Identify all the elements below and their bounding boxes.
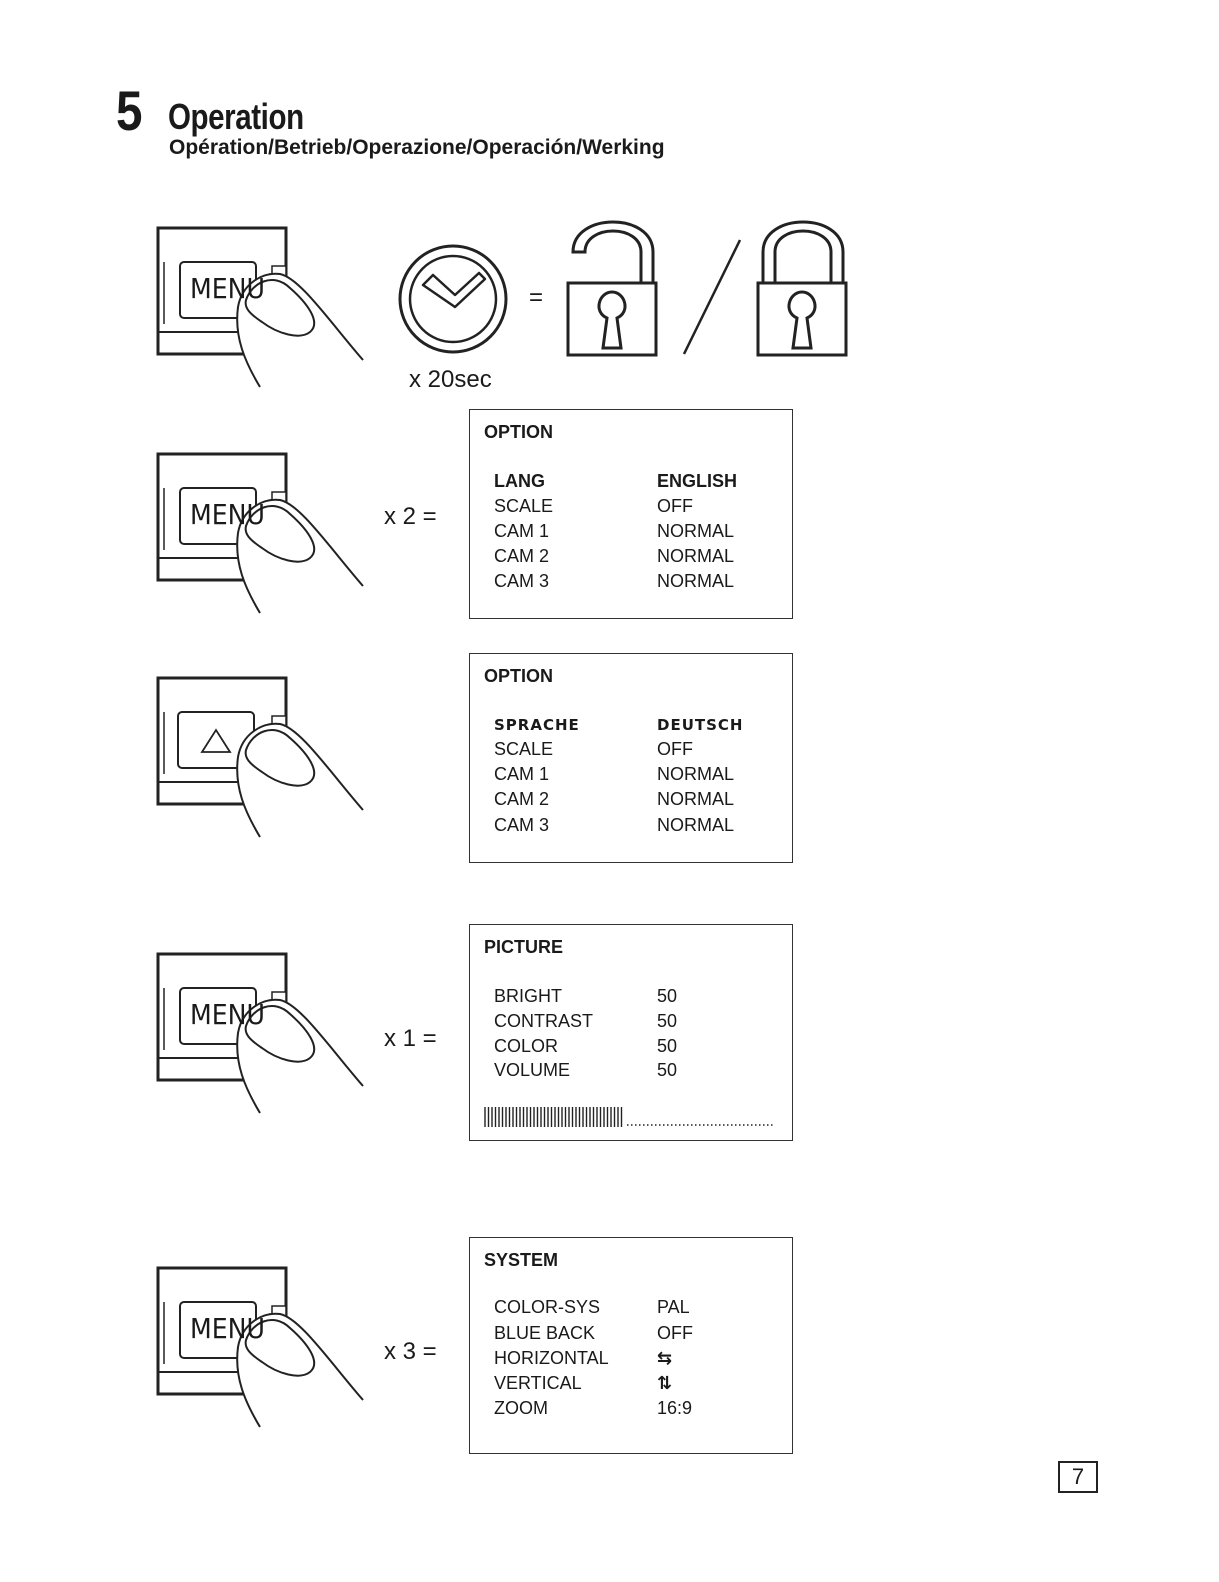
chapter-subtitle: Opération/Betrieb/Operazione/Operación/Werking	[169, 136, 665, 159]
menu-button-device[interactable]	[150, 448, 365, 618]
menu-button-device[interactable]	[150, 222, 365, 392]
osd-row: HORIZONTAL ⇆	[494, 1348, 673, 1368]
osd-row: VOLUME 50	[494, 1060, 678, 1080]
menu-button-label: MENU	[190, 272, 265, 305]
menu-button-label: MENU	[190, 998, 265, 1031]
vertical-flip-icon: ⇅	[657, 1373, 673, 1393]
osd-row: BLUE BACK OFF	[494, 1323, 693, 1343]
osd-row: LANG ENGLISH	[494, 471, 738, 491]
clock-icon	[397, 243, 509, 355]
menu-button-label: MENU	[190, 1312, 265, 1345]
osd-option-deutsch	[469, 653, 793, 863]
osd-row: CAM 1 NORMAL	[494, 521, 735, 541]
up-button-device[interactable]	[150, 672, 365, 842]
timer-label: x 20sec	[409, 366, 492, 393]
press-count-1: x 1 =	[384, 1025, 437, 1052]
chapter-title: Operation	[168, 96, 304, 137]
osd-row: CAM 2 NORMAL	[494, 789, 735, 809]
page-number: 7	[1058, 1461, 1098, 1493]
finger-press-menu-icon	[150, 222, 365, 392]
osd-picture	[469, 924, 793, 1141]
osd-row: VERTICAL ⇅	[494, 1373, 673, 1393]
chapter-number: 5	[116, 79, 142, 142]
osd-title: OPTION	[484, 666, 554, 686]
level-bar	[484, 1105, 776, 1129]
osd-row: ZOOM 16:9	[494, 1398, 693, 1418]
finger-press-up-icon	[150, 672, 365, 842]
osd-row: SCALE OFF	[494, 739, 693, 759]
osd-row: COLOR-SYS PAL	[494, 1297, 690, 1317]
finger-press-menu-icon	[150, 1262, 365, 1432]
equals-sign: =	[529, 284, 544, 311]
osd-row: COLOR 50	[494, 1036, 678, 1056]
osd-row: SPRACHE DEUTSCH	[494, 716, 744, 734]
osd-title: PICTURE	[484, 937, 564, 957]
finger-press-menu-icon	[150, 448, 365, 618]
unlocked-padlock-icon	[565, 206, 660, 358]
osd-row: CAM 2 NORMAL	[494, 546, 735, 566]
osd-option-english	[469, 409, 793, 619]
finger-press-menu-icon	[150, 948, 365, 1118]
press-count-2: x 2 =	[384, 503, 437, 530]
osd-title: SYSTEM	[484, 1250, 559, 1270]
osd-row: BRIGHT 50	[494, 986, 678, 1006]
press-count-3: x 3 =	[384, 1338, 437, 1365]
locked-padlock-icon	[755, 206, 850, 358]
osd-row: CONTRAST 50	[494, 1011, 678, 1031]
osd-row: CAM 3 NORMAL	[494, 815, 735, 835]
menu-button-device[interactable]	[150, 948, 365, 1118]
slash-separator	[678, 236, 748, 358]
menu-button-device[interactable]	[150, 1262, 365, 1432]
osd-system	[469, 1237, 793, 1454]
horizontal-flip-icon: ⇆	[657, 1348, 673, 1368]
menu-button-label: MENU	[190, 498, 265, 531]
osd-row: CAM 3 NORMAL	[494, 571, 735, 591]
osd-row: CAM 1 NORMAL	[494, 764, 735, 784]
osd-title: OPTION	[484, 422, 554, 442]
osd-row: SCALE OFF	[494, 496, 693, 516]
